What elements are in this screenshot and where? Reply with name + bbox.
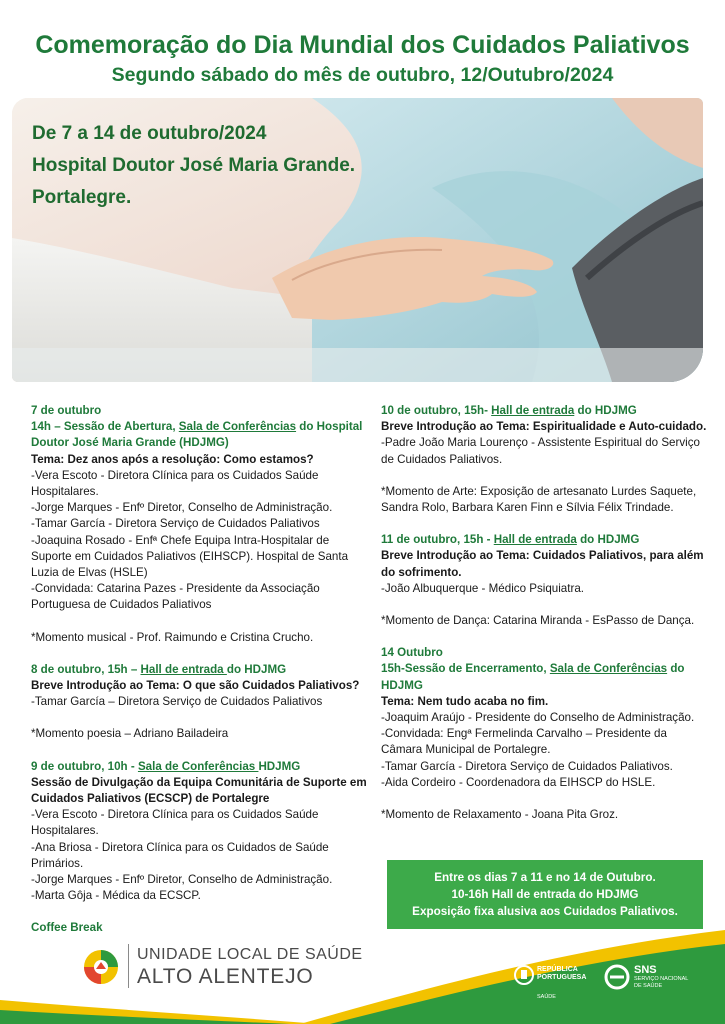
day-9-heading-text-2: HDJMG [258,759,301,773]
day-11-heading [381,532,711,548]
speaker-line: -Tamar García - Diretora Serviço de Cuidados Paliativos. [381,759,673,773]
speaker-line: -Vera Escoto - Diretora Clínica para os Cuidados Saúde Hospitalares. [31,808,319,838]
speaker-line: -Aida Cordeiro - Coordenadora da EIHSCP do HSLE. [381,775,656,789]
day-14-heading [381,661,711,693]
day-8-heading-text: 8 de outubro, 15h – [31,662,141,676]
page-subtitle: Segundo sábado do mês de outubro, 12/Outubro/2024 [111,64,614,86]
day-7-heading-text: 14h – Sessão de Abertura, [31,420,179,434]
day-9-session: Sessão de Divulgação da Equipa Comunitária de Suporte em Cuidados Paliativos (ECSCP) de Portalegre [31,775,367,806]
footer [0,930,725,1024]
speaker-line: -Convidada: Engª Fermelinda Carvalho – Presidente da Câmara Municipal de Portalegre. [381,727,667,757]
day-14-theme: Tema: Nem tudo acaba no fim. [381,694,549,708]
rp-line-1: REPÚBLICA [537,966,578,973]
speaker-line: -Marta Gôja - Médica da ECSCP. [31,889,201,903]
event-dates: De 7 a 14 de outubro/2024 [32,123,267,144]
day-11-moment: *Momento de Dança: Catarina Miranda - EsPasso de Dança. [381,614,695,628]
day-8-moment: *Momento poesia – Adriano Bailadeira [31,727,229,741]
day-7-theme: Tema: Dez anos após a resolução: Como estamos? [31,452,314,466]
event-venue: Hospital Doutor José Maria Grande. [32,155,356,176]
program-right-column [381,403,711,823]
republica-emblem-icon [513,964,535,986]
rp-line-3: SAÚDE [537,994,556,1000]
day-7-heading [31,419,371,451]
day-10-intro: Breve Introdução ao Tema: Espiritualidade e Auto-cuidado. [381,420,707,434]
uls-logo-icon [82,948,120,986]
speaker-line: -Jorge Marques - Enfº Diretor, Conselho de Administração. [31,873,333,887]
speaker-line: -Vera Escoto - Diretora Clínica para os Cuidados Saúde Hospitalares. [31,468,319,499]
uls-line-1: UNIDADE LOCAL DE SAÚDE [137,946,363,963]
info-line-1: Entre os dias 7 a 11 e no 14 de Outubro. [434,871,656,884]
venue-link[interactable]: Sala de Conferências [549,662,668,676]
day-14-heading-text: 15h-Sessão de Encerramento, [381,662,550,676]
program-left-column [31,403,371,937]
day-8-heading-text-2: do HDJMG [226,662,287,676]
coffee-break: Coffee Break [31,921,103,935]
speaker-line: -Convidada: Catarina Pazes - Presidente da Associação Portuguesa de Cuidados Paliativos [31,582,320,612]
day-8-heading [31,662,371,678]
footer-divider [128,944,129,988]
day-9-heading-text: 9 de outubro, 10h - [31,759,138,773]
day-7-heading-text-2: do Hospital Doutor José Maria Grande (HDJMG) [31,420,363,450]
info-line-3: Exposição fixa alusiva aos Cuidados Paliativos. [412,905,678,918]
speaker-line: -Jorge Marques - Enfº Diretor, Conselho de Administração. [31,501,333,515]
venue-link[interactable]: Sala de Conferências [178,420,297,434]
info-line-2: 10-16h Hall de entrada do HDJMG [451,888,639,901]
sns-line-2: SERVIÇO NACIONAL [634,976,689,982]
day-10-heading [381,403,711,419]
day-10-art-moment: *Momento de Arte: Exposição de artesanato Lurdes Saquete, Sandra Rolo, Barbara Karen Finn e Sílvia Félix Trindade. [381,484,697,515]
day-9-heading [31,759,371,775]
day-14-date: 14 Outubro [381,646,443,660]
day-11-heading-text-2: do HDJMG [576,533,640,547]
uls-line-2: ALTO ALENTEJO [137,965,314,988]
page-title: Comemoração do Dia Mundial dos Cuidados Paliativos [35,31,690,59]
day-7-moment: *Momento musical - Prof. Raimundo e Cristina Crucho. [31,630,314,644]
hero-image [12,98,703,382]
day-11-intro: Breve Introdução ao Tema: Cuidados Paliativos, para além do sofrimento. [381,549,704,579]
venue-link[interactable]: Hall de entrada [493,533,577,547]
speaker-line: -Joaquina Rosado - Enfª Chefe Equipa Intra-Hospitalar de Suporte em Cuidados Paliativos (EIHSCP). Hospital de Santa Luzia de Elvas (HSLE) [31,533,349,580]
exhibition-info-box [387,860,703,929]
day-7-date: 7 de outubro [31,404,102,417]
venue-link[interactable]: Hall de entrada [491,404,575,417]
day-14-moment: *Momento de Relaxamento - Joana Pita Groz. [381,808,619,822]
speaker-line: -Tamar García – Diretora Serviço de Cuidados Paliativos [31,695,323,709]
day-14-heading-text-2: do HDJMG [381,662,685,692]
venue-link[interactable]: Hall de entrada [140,662,227,676]
hero-text [32,118,355,214]
event-city: Portalegre. [32,187,132,208]
sns-emblem-icon [604,964,630,990]
speaker-line: -Tamar García - Diretora Serviço de Cuidados Paliativos [31,517,320,531]
day-11-heading-text: 11 de outubro, 15h - [381,533,494,547]
speaker-line: -João Albuquerque - Médico Psiquiatra. [381,581,585,595]
sns-line-1: SNS [634,964,657,976]
day-10-heading-text: 10 de outubro, 15h- [381,404,492,417]
day-10-heading-text-2: do HDJMG [574,404,637,417]
venue-link[interactable]: Sala de Conferências [137,759,259,773]
speaker-line: -Padre João Maria Lourenço - Assistente Espiritual do Serviço de Cuidados Paliativos. [381,436,700,466]
uls-wordmark [137,945,363,989]
speaker-line: -Joaquim Araújo - Presidente do Conselho de Administração. [381,711,695,725]
sns-line-3: DE SAÚDE [634,982,663,989]
header [0,30,725,88]
day-8-intro: Breve Introdução ao Tema: O que são Cuidados Paliativos? [31,679,360,693]
rp-line-2: PORTUGUESA [537,974,587,981]
speaker-line: -Ana Briosa - Diretora Clínica para os Cuidados de Saúde Primários. [31,840,329,870]
